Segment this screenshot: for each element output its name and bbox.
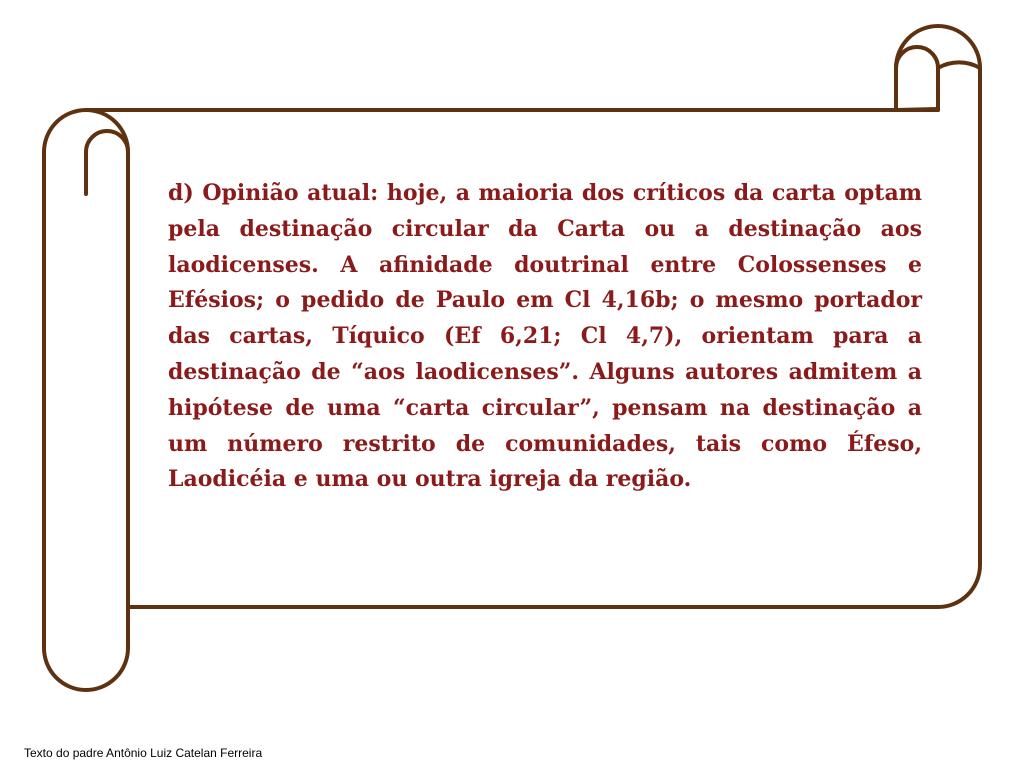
scroll-body-text: d) Opinião atual: hoje, a maioria dos críticos da carta optam pela destinação circular da Carta ou a destinação aos laodicenses. A afinidade doutrinal entre Colossenses e Efésios; o pedido de Paulo em Cl 4,16b; o mesmo portador das cartas, Tíquico (Ef 6,21; Cl 4,7), orientam para a destinação de “aos laodicenses”. Alguns autores admitem a hipótese de uma “carta circular”, pensam na destinação a um número restrito de comunidades, tais como Éfeso, Laodicéia e uma ou outra igreja da região. xyxy=(168,180,922,493)
scroll-left-roll xyxy=(44,110,128,690)
footer-credit: Texto do padre Antônio Luiz Catelan Ferreira xyxy=(24,746,263,760)
